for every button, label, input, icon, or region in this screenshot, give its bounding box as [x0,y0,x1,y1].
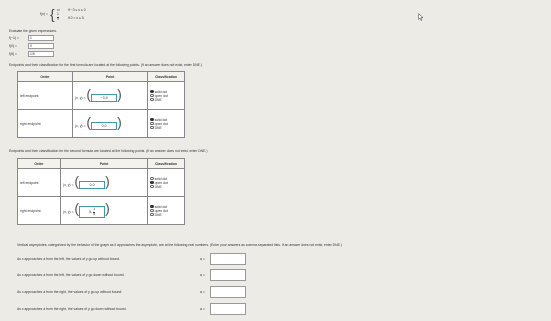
section2-table [17,158,185,225]
asymptote-input-3[interactable] [210,286,246,298]
row-order: left endpoint [18,82,73,110]
row-point-cell: (x, y) = ( −3,9 ) [73,82,148,110]
radio-icon[interactable] [150,177,154,181]
radio-option[interactable]: open dot [150,122,182,126]
piece2-domain: if 0 < x ≤ 5 [68,16,84,20]
point-input[interactable]: −3,9 [91,94,117,102]
radio-option[interactable]: DNE [150,185,182,189]
asymptote-input-1[interactable] [210,253,246,265]
row-point-cell: (x, y) = ( 5, $\frac{1}{5}$ ) [61,197,148,225]
evaluate-input-3[interactable]: 1/5 [28,51,54,57]
radio-icon[interactable] [150,126,154,130]
classification-cell [148,82,185,110]
classification-cell [148,110,185,138]
piece1-expression: x² [57,8,60,12]
radio-icon[interactable] [150,98,154,102]
header-point: Point [61,159,148,169]
piece1-domain: if −3 ≤ x ≤ 0 [68,8,86,12]
radio-option[interactable]: open dot [150,94,182,98]
radio-option[interactable]: open dot [150,181,182,185]
radio-selected-icon[interactable] [150,118,154,122]
point-input[interactable]: 0,0 [79,181,105,189]
row-order: left endpoint [18,169,61,197]
radio-selected-icon[interactable] [150,181,154,185]
point-input[interactable]: 0,0 [91,122,117,130]
radio-option[interactable]: DNE [150,213,182,217]
radio-icon[interactable] [150,185,154,189]
point-input[interactable]: 5, $\frac{1}{5}$ [79,206,105,218]
radio-option[interactable]: solid dot [150,205,182,209]
evaluate-input-2[interactable]: 0 [28,43,54,49]
header-classification: Classification [148,72,185,82]
asymptotes-title: Vertical asymptotes, categorized by the behavior of the graph as it approaches the asymptote, are at the following real numbers. (Enter your answers as comma-separated lists. If an answer does not exist, enter DNE.) [17,243,342,247]
piece2-expression: $\frac{1}{x}$ [57,12,59,21]
row-point-cell: (x, y) = ( 0,0 ) [73,110,148,138]
evaluate-label-1: f(−1) = [9,36,19,40]
evaluate-input-1[interactable]: 1 [28,35,54,41]
asymptote-label-2: a = [200,273,205,277]
radio-option[interactable]: open dot [150,209,182,213]
function-name: f(x) = [40,12,48,16]
asymptote-text-4: As x approaches a from the right, the values of y go down without bound. [17,307,127,311]
row-order: right endpoint [18,110,73,138]
table-row [18,82,185,110]
asymptote-label-1: a = [200,257,205,261]
radio-icon[interactable] [150,209,154,213]
piecewise-brace: { [50,6,55,22]
classification-cell [148,197,185,225]
radio-icon[interactable] [150,122,154,126]
header-point: Point [73,72,148,82]
evaluate-title: Evaluate the given expressions. [9,29,57,33]
asymptote-label-4: a = [200,307,205,311]
radio-option[interactable]: solid dot [150,177,182,181]
asymptote-text-1: As x approaches a from the left, the values of y go up without bound. [17,257,121,261]
radio-option[interactable]: solid dot [150,118,182,122]
radio-icon[interactable] [150,213,154,217]
radio-icon[interactable] [150,94,154,98]
asymptote-input-2[interactable] [210,269,246,281]
classification-cell [148,169,185,197]
section1-title: Endpoints and their classification for the first formula are located at the following points. (If an answer does not exist, enter DNE.) [9,63,202,67]
evaluate-label-2: f(0) = [9,44,18,48]
radio-option[interactable]: solid dot [150,90,182,94]
radio-selected-icon[interactable] [150,90,154,94]
asymptote-label-3: a = [200,290,205,294]
section1-table [17,71,185,138]
table-row [18,197,185,225]
table-row [18,110,185,138]
header-order: Order [18,72,73,82]
asymptote-text-2: As x approaches a from the left, the values of y go down without bound. [17,273,125,277]
asymptote-text-3: As x approaches a from the right, the values of y go up without bound. [17,290,123,294]
row-point-cell: (x, y) = ( 0,0 ) [61,169,148,197]
row-order: right endpoint [18,197,61,225]
asymptote-input-4[interactable] [210,303,246,315]
section2-title: Endpoints and their classification for the second formula are located at the following points. (If an answer does not exist, enter DNE.) [9,149,208,153]
radio-option[interactable]: DNE [150,98,182,102]
radio-selected-icon[interactable] [150,205,154,209]
table-row [18,169,185,197]
header-classification: Classification [148,159,185,169]
mouse-cursor-icon [418,13,424,21]
header-order: Order [18,159,61,169]
radio-option[interactable]: DNE [150,126,182,130]
evaluate-label-3: f(5) = [9,52,18,56]
